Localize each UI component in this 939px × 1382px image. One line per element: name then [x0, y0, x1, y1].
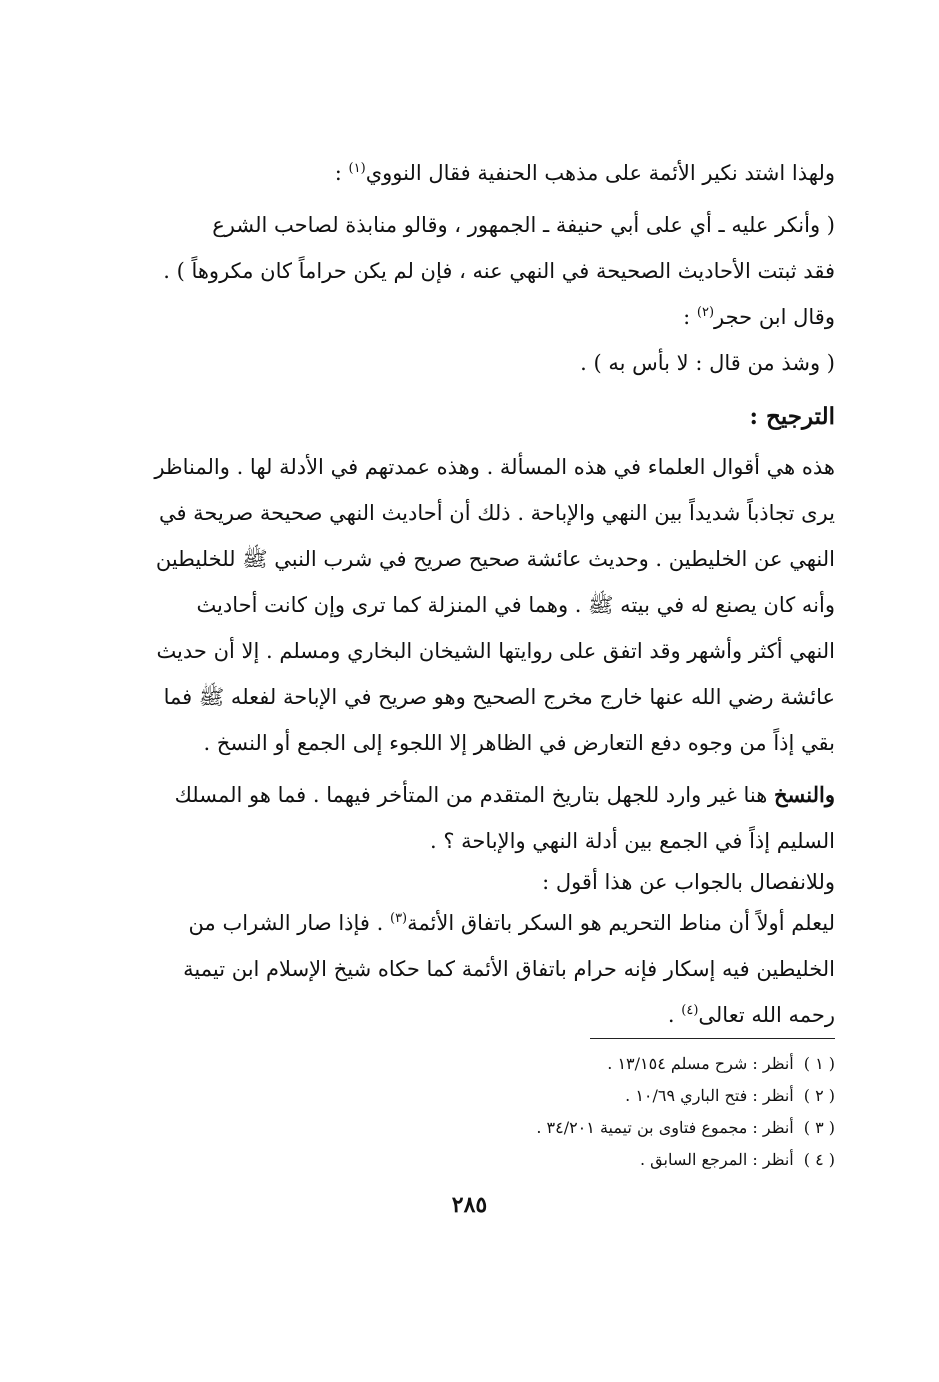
paragraph-naskh: والنسخ هنا غير وارد للجهل بتاريخ المتقدم من المتأخر فيهما . فما هو المسلك	[174, 782, 835, 807]
page-number: ٢٨٥	[451, 1192, 488, 1218]
footnote-ref-4[interactable]: (٤)	[681, 1003, 699, 1018]
footnote-ref-3[interactable]: (٣)	[389, 911, 408, 926]
quote-line: فقد ثبتت الأحاديث الصحيحة في النهي عنه ، فإن لم يكن حراماً كان مكروهاً ) .	[163, 259, 835, 283]
footnote-item: ( ١ )أنظر : شرح مسلم ١٣/١٥٤ .	[607, 1054, 835, 1073]
section-heading: الترجيح :	[749, 403, 835, 430]
paragraph-line: الخليطين فيه إسكار فإنه حرام باتفاق الأئمة كما حكاه شيخ الإسلام ابن تيمية	[183, 957, 835, 981]
footnote-ref-1[interactable]: (١)	[348, 161, 366, 176]
page-body	[130, 150, 835, 1038]
paragraph-line: رحمه الله تعالى$^{(٤)}$ .	[667, 1003, 835, 1027]
quote-line: ( وأنكر عليه ـ أي على أبي حنيفة ـ الجمهور ، وقالو منابذة لصاحب الشرع	[212, 213, 835, 237]
paragraph-line: ليعلم أولاً أن مناط التحريم هو السكر باتفاق الأئمة$^{(٣)}$ . فإذا صار الشراب من	[188, 911, 835, 935]
footnote-item: ( ٣ )أنظر : مجموع فتاوى بن تيمية ٣٤/٢٠١ .	[536, 1118, 835, 1137]
paragraph-line: يرى تجاذباً شديداً بين النهي والإباحة . ذلك أن أحاديث النهي صحيحة صريحة في	[158, 501, 835, 525]
footnote-divider	[590, 1038, 835, 1039]
paragraph-line: بقي إذاً من وجوه دفع التعارض في الظاهر إلا اللجوء إلى الجمع أو النسخ .	[203, 731, 835, 755]
bold-term: والنسخ	[773, 782, 835, 807]
paragraph-line: عائشة رضي الله عنها خارج مخرج الصحيح وهو صريح في الإباحة لفعله ﷺ فما	[163, 685, 835, 709]
paragraph-line: وأنه كان يصنع له في بيته ﷺ . وهما في المنزلة كما ترى وإن كانت أحاديث	[196, 593, 835, 617]
footnote-item: ( ٤ )أنظر : المرجع السابق .	[640, 1150, 835, 1169]
paragraph-line: النهي عن الخليطين . وحديث عائشة صحيح صريح في شرب النبي ﷺ للخليطين	[155, 547, 835, 571]
paragraph-line: وللانفصال بالجواب عن هذا أقول :	[542, 870, 835, 894]
paragraph-line: السليم إذاً في الجمع بين أدلة النهي والإباحة ؟ .	[430, 829, 835, 853]
footnotes	[130, 1048, 835, 1176]
quote-short: ( وشذ من قال : لا بأس به ) .	[580, 351, 835, 375]
paragraph-ibn-hajar: وقال ابن حجر$^{(٢)}$ :	[683, 305, 835, 329]
footnote-item: ( ٢ )أنظر : فتح الباري ١٠/٦٩ .	[625, 1086, 835, 1105]
footnote-ref-2[interactable]: (٢)	[696, 305, 715, 320]
paragraph-line: هذه هي أقوال العلماء في هذه المسألة . وهذه عمدتهم في الأدلة لها . والمناظر	[154, 455, 835, 479]
paragraph-intro: ولهذا اشتد نكير الأئمة على مذهب الحنفية فقال النووي$^{(١)}$ :	[334, 161, 835, 185]
paragraph-line: النهي أكثر وأشهر وقد اتفق على روايتها الشيخان البخاري ومسلم . إلا أن حديث	[156, 639, 835, 663]
